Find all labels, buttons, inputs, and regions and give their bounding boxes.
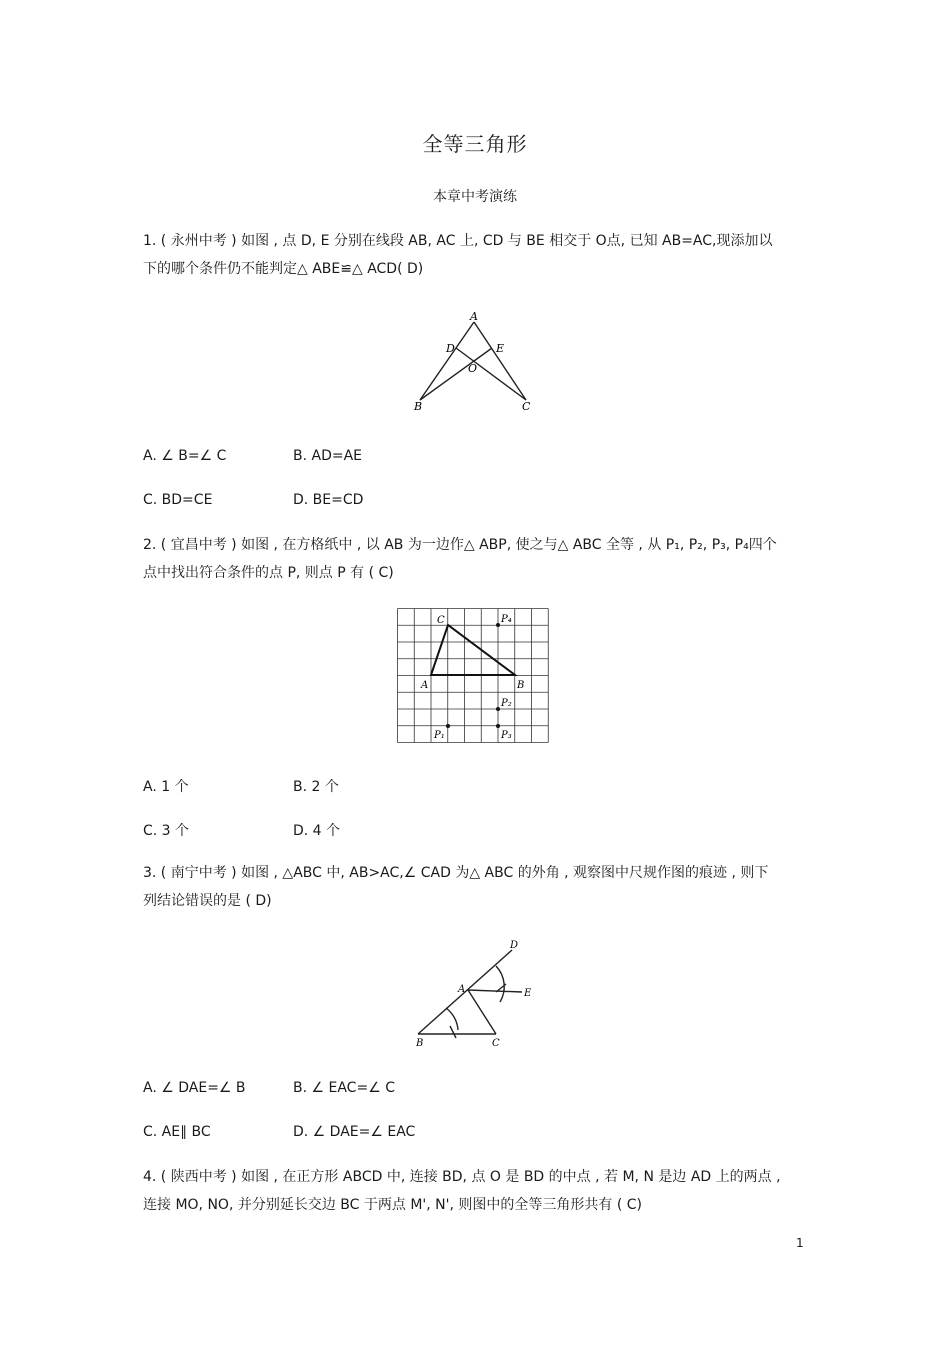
- page-number: 1: [796, 1236, 804, 1250]
- question-3-line-1: 3. ( 南宁中考 ) 如图 , △ABC 中, AB>AC,∠ CAD 为△ ABC 的外角 , 观察图中尺规作图的痕迹 , 则下: [143, 865, 769, 881]
- fig1-label-a: A: [470, 310, 478, 323]
- fig3-label-b: B: [416, 1038, 424, 1048]
- q2-option-c: C. 3 个: [143, 823, 190, 839]
- question-1-line-1: 1. ( 永州中考 ) 如图 , 点 D, E 分别在线段 AB, AC 上, CD 与 BE 相交于 O点, 已知 AB=AC,现添加以: [143, 233, 773, 249]
- q1-option-c: C. BD=CE: [143, 492, 213, 508]
- q1-option-a: A. ∠ B=∠ C: [143, 448, 227, 464]
- figure-3-construction: [410, 936, 540, 1048]
- q2-option-d: D. 4 个: [293, 823, 341, 839]
- figure-2-grid: [397, 608, 549, 744]
- fig2-label-c: C: [437, 615, 445, 626]
- question-2-line-2: 点中找出符合条件的点 P, 则点 P 有 ( C): [143, 565, 394, 581]
- question-3-line-2: 列结论错误的是 ( D): [143, 893, 272, 909]
- question-4-line-1: 4. ( 陕西中考 ) 如图 , 在正方形 ABCD 中, 连接 BD, 点 O 是 BD 的中点 , 若 M, N 是边 AD 上的两点 ,: [143, 1169, 781, 1185]
- q3-option-d: D. ∠ DAE=∠ EAC: [293, 1124, 416, 1140]
- fig2-label-p2: P₂: [501, 698, 512, 709]
- fig3-label-c: C: [492, 1038, 500, 1048]
- question-4-line-2: 连接 MO, NO, 并分别延长交边 BC 于两点 M', N', 则图中的全等三角形共有 ( C): [143, 1197, 642, 1213]
- question-2-line-1: 2. ( 宜昌中考 ) 如图 , 在方格纸中 , 以 AB 为一边作△ ABP, 使之与△ ABC 全等 , 从 P₁, P₂, P₃, P₄四个: [143, 537, 777, 553]
- fig1-label-c: C: [522, 400, 531, 413]
- q3-option-c: C. AE∥ BC: [143, 1124, 211, 1140]
- fig1-label-o: O: [468, 362, 478, 375]
- fig3-label-d: D: [510, 940, 519, 951]
- q1-option-b: B. AD=AE: [293, 448, 363, 464]
- fig2-label-p4: P₄: [501, 614, 512, 625]
- fig3-label-a: A: [458, 984, 466, 995]
- fig2-label-p1: P₁: [434, 730, 445, 741]
- q1-option-d: D. BE=CD: [293, 492, 364, 508]
- fig2-label-p3: P₃: [501, 730, 512, 741]
- q2-option-a: A. 1 个: [143, 779, 189, 795]
- fig3-label-e: E: [524, 988, 532, 999]
- fig2-label-a: A: [421, 680, 429, 691]
- q2-option-b: B. 2 个: [293, 779, 339, 795]
- question-1-line-2: 下的哪个条件仍不能判定△ ABE≌△ ACD( D): [143, 261, 424, 277]
- page-title: 全等三角形: [422, 132, 528, 156]
- fig1-label-b: B: [414, 400, 423, 413]
- fig2-label-b: B: [517, 680, 525, 691]
- figure-1-triangle: [408, 308, 540, 414]
- q3-option-a: A. ∠ DAE=∠ B: [143, 1080, 246, 1096]
- fig1-label-d: D: [446, 342, 455, 355]
- section-subtitle: 本章中考演练: [433, 189, 517, 205]
- fig1-label-e: E: [496, 342, 505, 355]
- q3-option-b: B. ∠ EAC=∠ C: [293, 1080, 395, 1096]
